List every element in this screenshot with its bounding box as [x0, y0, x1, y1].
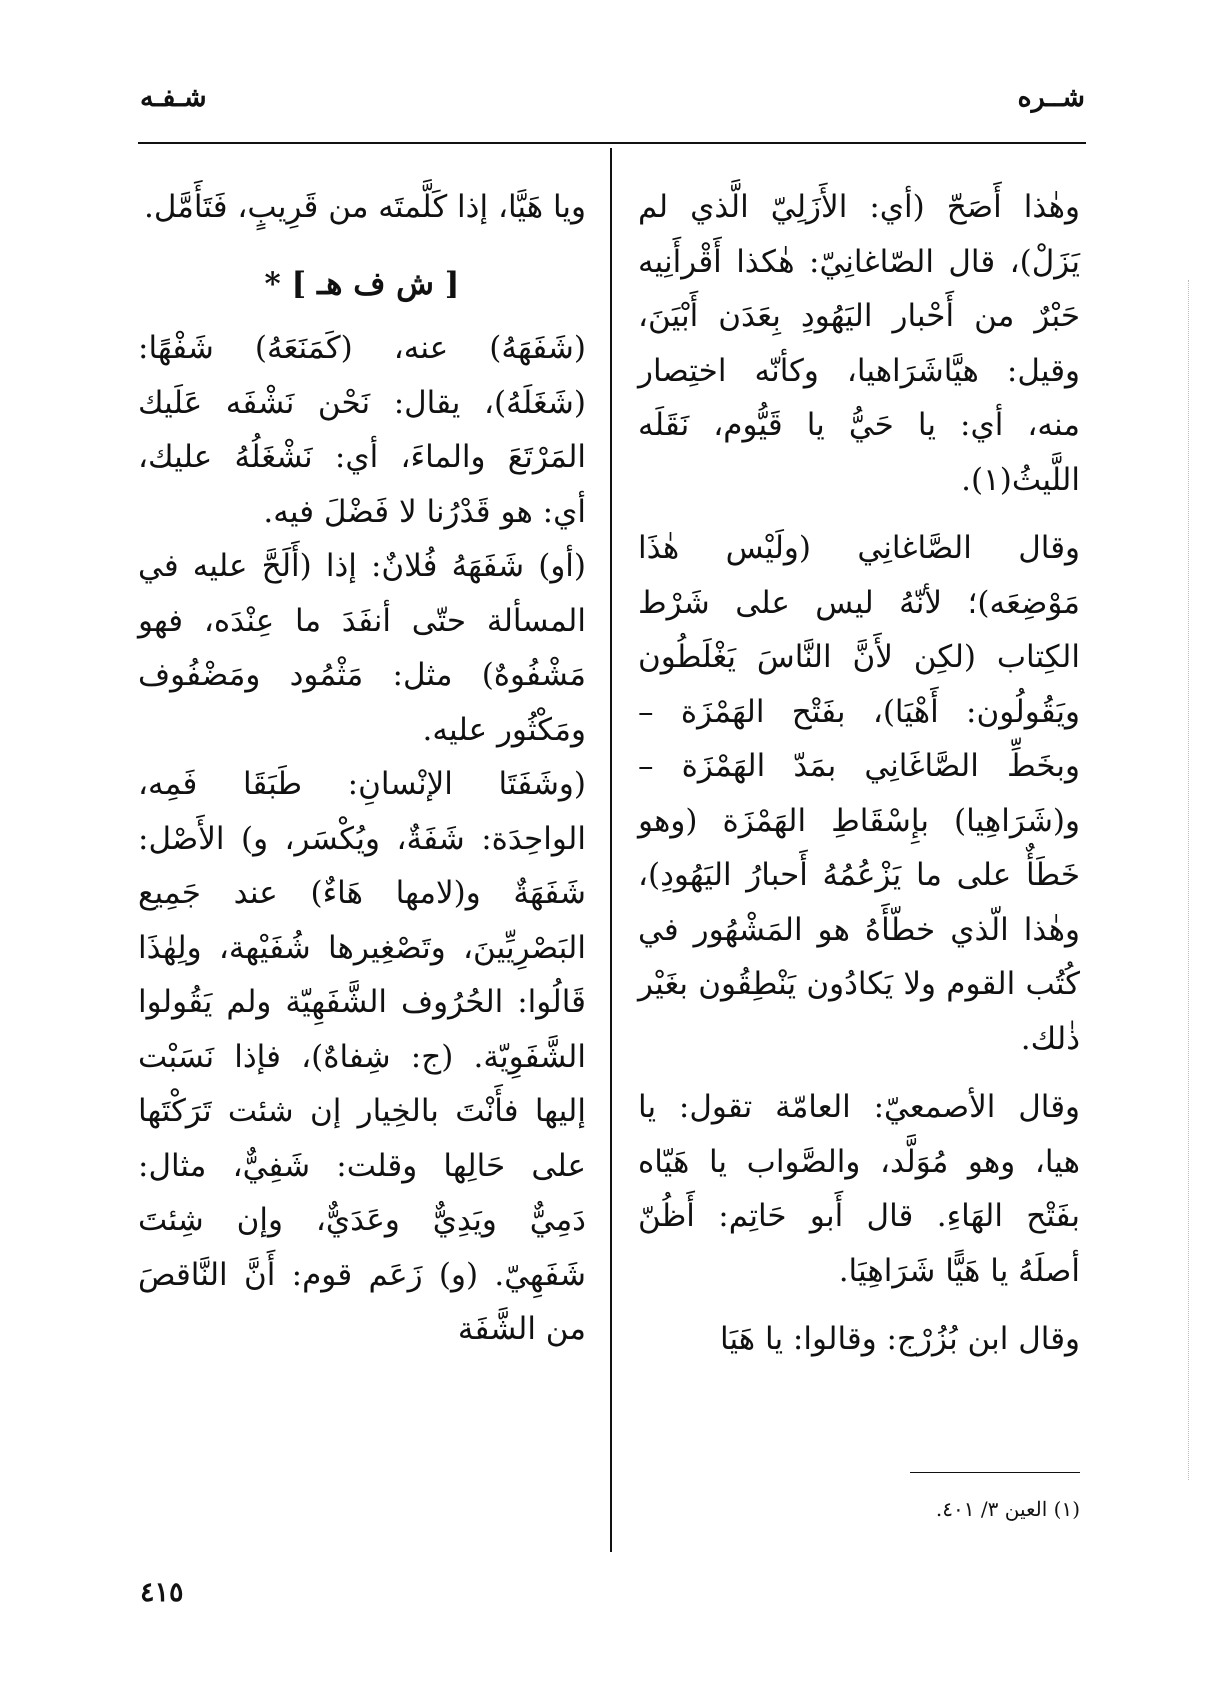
- left-paragraph-2: (شَفَهَهُ) عنه، (كَمَنَعَهُ) شَفْهًا: (شَغَلَهُ)، يقال: نَحْن نَشْفَه عَلَيك المَرْتَعَ والماءَ، أي: نَشْغَلُهُ عليك، أي: هو قَدْرُنا لا فَضْلَ فيه.: [138, 330, 586, 530]
- right-paragraph-3: وقال الأصمعيّ: العامّة تقول: يا هيا، وهو مُوَلَّد، والصَّواب يا هَيّاه بفَتْح الهَاءِ. قال أَبو حَاتِم: أَظُنّ أصلَهُ يا هَيًّا شَرَاهِيَا.: [638, 1089, 1080, 1289]
- left-paragraph-3: (أو) شَفَهَهُ فُلانٌ: إذا (أَلَحَّ عليه في المسألة حتّى أنفَدَ ما عِنْدَه، فهو مَشْفُوهٌ) مثل: مَثْمُود ومَضْفُوف ومَكْثُور عليه.: [138, 548, 586, 748]
- left-paragraph-1: ويا هَيَّا، إذا كَلَّمتَه من قَرِيبٍ، فَتَأَمَّل.: [143, 189, 586, 225]
- header-rule: [138, 142, 1086, 144]
- column-divider: [610, 148, 612, 1552]
- left-column: [138, 180, 586, 1357]
- right-column: [638, 180, 1080, 1367]
- footnote: (١) العين ٣/ ٤٠١.: [935, 1497, 1080, 1521]
- margin-dots: [1188, 280, 1191, 1480]
- right-paragraph-2: وقال الصَّاغانِي (ولَيْس هٰذَا مَوْضِعَه)؛ لأنّهُ ليس على شَرْط الكِتاب (لكِن لأَنَّ النَّاسَ يَغْلَطُون ويَقُولُون: أَهْيَا)، بفَتْح الهَمْزَة – وبخَطِّ الصَّاغَانِي بمَدّ الهَمْزَة – و(شَرَاهِيا) بإِسْقَاطِ الهَمْزَة (وهو خَطَأٌ على ما يَزْعُمُهُ أَحبارُ اليَهُودِ)، وهٰذا الّذي خطّأَهُ هو المَشْهُور في كُتُب القوم ولا يَكادُون يَنْطِقُون بغَيْر ذٰلك.: [638, 530, 1080, 1057]
- footnote-rule: [910, 1472, 1080, 1473]
- right-paragraph-4: وقال ابن بُزُرْج: وقالوا: يا هَيَا: [720, 1321, 1080, 1357]
- entry-heading: [ ش ف هـ ] *: [264, 265, 460, 302]
- left-paragraph-4: (وشَفَتَا الإنْسانِ: طَبَقَا فَمِه، الواحِدَة: شَفَةٌ، ويُكْسَر، و) الأَصْل: شَفَهَةٌ و(لامها هَاءٌ) عند جَمِيع البَصْرِيِّينَ، وتَصْغِيرها شُفَيْهة، ولِهٰذَا قَالُوا: الحُرُوف الشَّفَهِيّة ولم يَقُولوا الشَّفَوِيّة. (ج: شِفاهٌ)، فإذا نَسَبْت إليها فأَنْتَ بالخِيار إن شئت تَرَكْتَها على حَالِها وقلت: شَفِيٌّ، مثال: دَمِيٌّ ويَدِيٌّ وعَدَيٌّ، وإن شِئتَ شَفَهِيّ. (و) زَعَم قوم: أَنَّ النَّاقصَ من الشَّفَة: [138, 766, 586, 1347]
- running-header-right: شــره: [1017, 82, 1085, 113]
- right-paragraph-1: وهٰذا أَصَحّ (أي: الأَزَلِيّ الَّذي لم يَزَلْ)، قال الصّاغانِيّ: هٰكذا أَقْرأَنِيه حَبْرٌ من أَحْبار اليَهُودِ بِعَدَن أَبْيَنَ، وقيل: هيَّاشَرَاهيا، وكأنّه اختِصار منه، أي: يا حَيُّ يا قَيُّوم، نَقَلَه اللَّيثُ(١).: [638, 189, 1080, 498]
- page-number: ٤١٥: [140, 1577, 184, 1608]
- running-header-left: شـفـه: [140, 82, 207, 113]
